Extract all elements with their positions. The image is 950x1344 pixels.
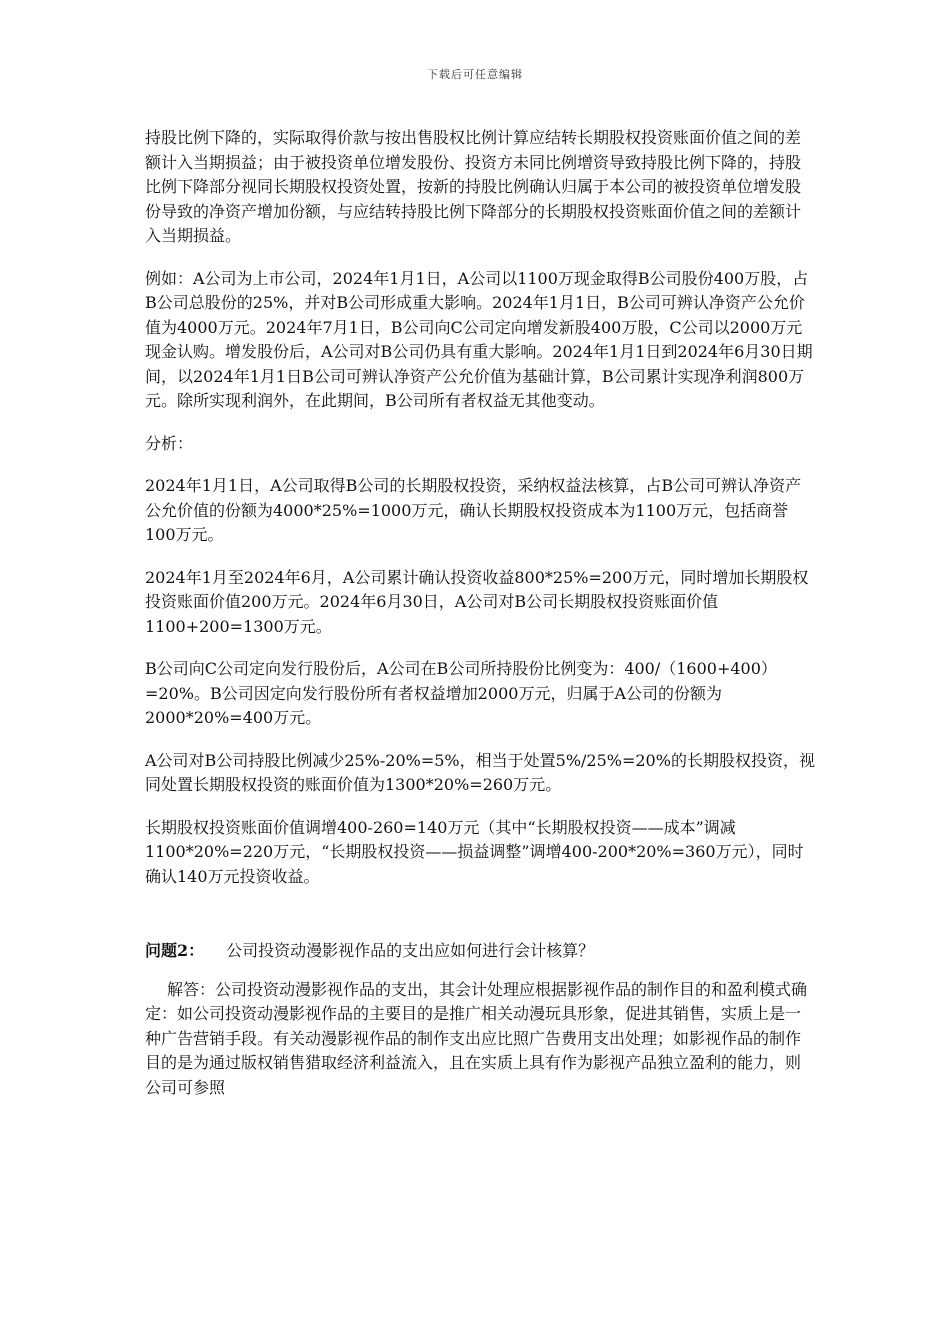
paragraph-analysis-step-2: 2024年1月至2024年6月，A公司累计确认投资收益800*25%=200万元，同时增加长期股权投资账面价值200万元。2024年6月30日，A公司对B公司长期股权投资账面价值1100+200=1300万元。	[145, 567, 809, 636]
document-body	[145, 126, 815, 1100]
paragraph-analysis-step-1: 2024年1月1日，A公司取得B公司的长期股权投资，采纳权益法核算，占B公司可辨认净资产公允价值的份额为4000*25%=1000万元，确认长期股权投资成本为1100万元，包括商誉100万元。	[145, 476, 802, 544]
question-heading	[145, 939, 815, 964]
paragraph-analysis-step-5: 长期股权投资账面价值调增400-260=140万元（其中“长期股权投资——成本”调减1100*20%=220万元，“长期股权投资——损益调整”调增400-200*20%=360万元），同时确认140万元投资收益。	[145, 817, 804, 886]
paragraph-example: 例如：A公司为上市公司，2024年1月1日，A公司以1100万现金取得B公司股份400万股，占B公司总股份的25%，并对B公司形成重大影响。2024年1月1日，B公司可辨认净资产公允价值为4000万元。2024年7月1日，B公司向C公司定向增发新股400万股，C公司以2000万元现金认购。增发股份后，A公司对B公司仍具有重大影响。2024年1月1日到2024年6月30日期间，以2024年1月1日B公司可辨认净资产公允价值为基础计算，B公司累计实现净利润800万元。除所实现利润外，在此期间，B公司所有者权益无其他变动。	[145, 268, 813, 410]
page-header: 下载后可任意编辑	[427, 68, 523, 81]
paragraph-analysis-step-4: A公司对B公司持股比例减少25%-20%=5%，相当于处置5%/25%=20%的长期股权投资，视同处置长期股权投资的账面价值为1300*20%=260万元。	[145, 750, 815, 794]
answer-paragraph: 解答：公司投资动漫影视作品的支出，其会计处理应根据影视作品的制作目的和盈利模式确定：如公司投资动漫影视作品的主要目的是推广相关动漫玩具形象，促进其销售，实质上是一种广告营销手段。有关动漫影视作品的制作支出应比照广告费用支出处理；如影视作品的制作目的是为通过版权销售猎取经济利益流入，且在实质上具有作为影视产品独立盈利的能力，则公司可参照	[145, 979, 808, 1097]
question-label: 问题2：	[145, 941, 205, 960]
paragraph-equity-method-rule: 持股比例下降的，实际取得价款与按出售股权比例计算应结转长期股权投资账面价值之间的差额计入当期损益；由于被投资单位增发股份、投资方未同比例增资导致持股比例下降的，持股比例下降部分视同长期股权投资处置，按新的持股比例确认归属于本公司的被投资单位增发股份导致的净资产增加份额，与应结转持股比例下降部分的长期股权投资账面价值之间的差额计入当期损益。	[145, 128, 802, 245]
paragraph-analysis-step-3: B公司向C公司定向发行股份后，A公司在B公司所持股份比例变为：400/（1600+400）=20%。B公司因定向发行股份所有者权益增加2000万元，归属于A公司的份额为2000*20%=400万元。	[145, 659, 777, 727]
question-text: 公司投资动漫影视作品的支出应如何进行会计核算？	[226, 941, 595, 960]
paragraph-analysis-heading: 分析：	[145, 433, 194, 453]
